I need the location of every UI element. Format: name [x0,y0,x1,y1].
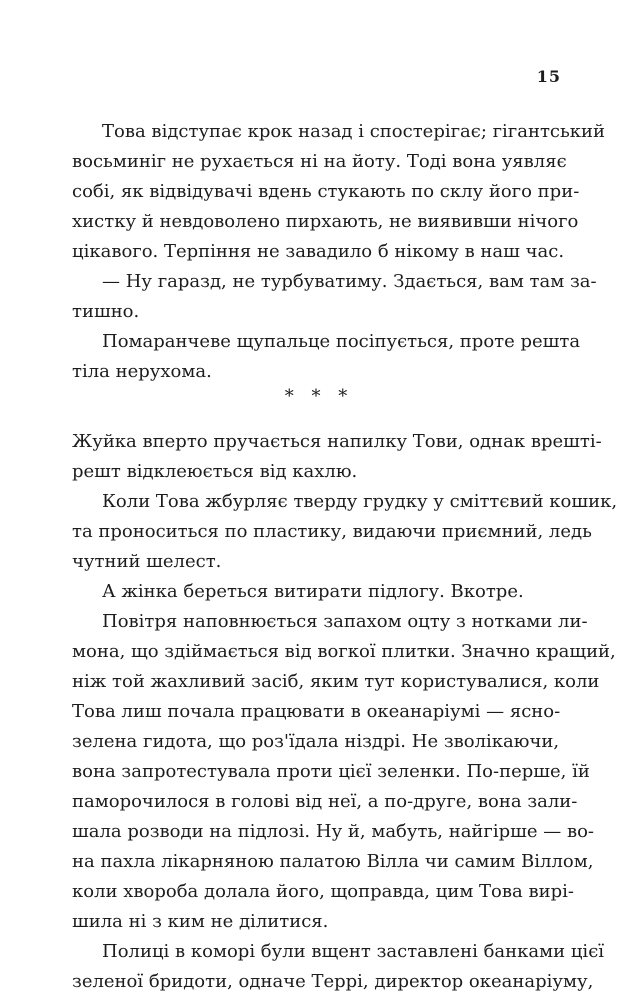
text-line: хистку й невдоволено пирхають, не виявивши нічого [72,211,579,232]
text-line: собі, як відвідувачі вдень стукають по склу його при- [72,181,580,202]
text-line: восьминіг не рухається ні на йоту. Тоді вона уявляє [72,151,567,172]
text-line: мона, що здіймається від вогкої плитки. Значно кращий, [72,641,616,662]
text-line: Това відступає крок назад і спостерігає; гігантський [102,121,606,142]
text-line: вона запротестувала проти цієї зеленки. По-перше, їй [72,761,590,782]
text-line: Жуйка вперто пручається напилку Тови, однак врешті- [72,431,602,452]
text-line: та проноситься по пластику, видаючи приємний, ледь [72,521,592,542]
text-line: Това лиш почала працювати в океанаріумі — ясно- [72,701,561,722]
text-line: тишно. [72,301,140,322]
section-separator: * * * [284,386,354,407]
text-line: цікавого. Терпіння не завадило б нікому в наш час. [72,241,565,262]
text-line: зеленої бридоти, одначе Террі, директор океанаріуму, [72,971,594,992]
text-line: — Ну гаразд, не турбуватиму. Здається, вам там за- [102,271,597,292]
text-line: Повітря наповнюється запахом оцту з нотками ли- [102,611,588,632]
text-line: А жінка береться витирати підлогу. Вкотре. [102,581,524,602]
text-line: коли хвороба долала його, щоправда, цим Това вирі- [72,881,574,902]
text-line: чутний шелест. [72,551,222,572]
text-line: паморочилося в голові від неї, а по-друге, вона зали- [72,791,578,812]
text-line: Полиці в коморі були вщент заставлені банками цієї [102,941,605,962]
text-line: ніж той жахливий засіб, яким тут користувалися, коли [72,671,600,692]
text-line: решт відклеюється від кахлю. [72,461,358,482]
text-line: Коли Това жбурляє тверду грудку у сміттєвий кошик, [102,491,618,512]
text-line: шила ні з ким не ділитися. [72,911,329,932]
text-line: тіла нерухома. [72,361,212,382]
text-line: Помаранчеве щупальце посіпується, проте решта [102,331,581,352]
text-line: шала розводи на підлозі. Ну й, мабуть, найгірше — во- [72,821,595,842]
text-line: на пахла лікарняною палатою Вілла чи самим Віллом, [72,851,594,872]
page-number: 15 [536,67,561,86]
text-line: зелена гидота, що роз'їдала ніздрі. Не зволікаючи, [72,731,560,752]
